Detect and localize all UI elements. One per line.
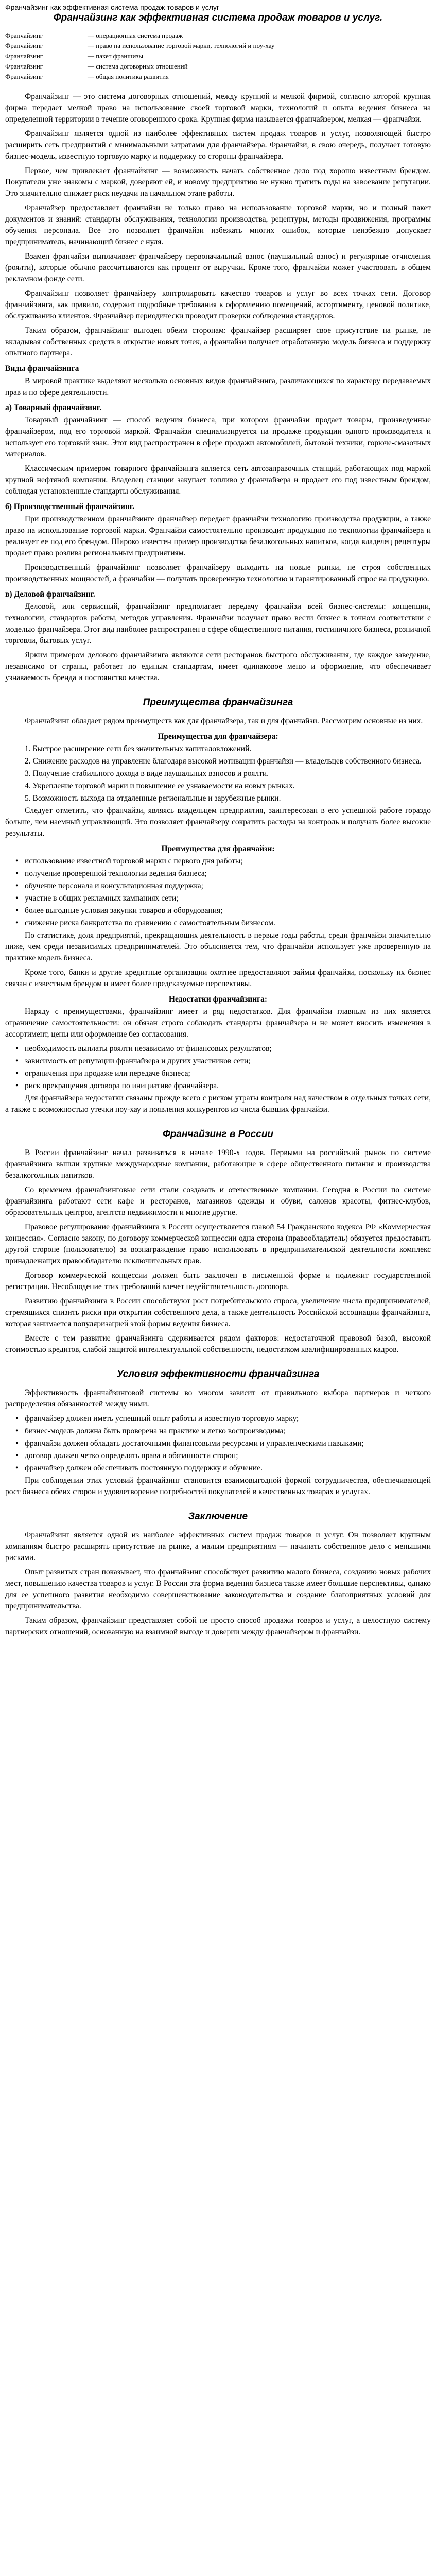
- paragraph: При производственном франчайзинге франчайзер передает франчайзи технологию производства продукции, а также право на использование торговой марки. Франчайзи самостоятельно производит продукцию по технологии франчайзера и реализует ее под его брендом. Широко известен пример производства безалкогольных напитков, когда владелец рецептуры продает право розлива региональным предприятиям.: [5, 515, 431, 557]
- list-item: • ограничения при продаже или передаче бизнеса;: [25, 1068, 431, 1079]
- numbered-item: 2. Снижение расходов на управление благодаря высокой мотивации франчайзи — владельцев собственного бизнеса.: [25, 757, 422, 766]
- numbered-item: 4. Укрепление торговой марки и повышение ее узнаваемости на новых рынках.: [25, 782, 295, 790]
- paragraph: Опыт развитых стран показывает, что франчайзинг способствует развитию малого бизнеса, созданию новых рабочих мест, повышению качества товаров и услуг. В России эта форма ведения бизнеса также имеет большие перспективы, однако для ее успешного развития необходимо совершенствование законодательства и создание благоприятных условий для предпринимательства.: [5, 1568, 431, 1611]
- paragraph: Франчайзинг позволяет франчайзеру контролировать качество товаров и услуг во всех точках сети. Договор франчайзинга, как правило, содержит подробные требования к оформлению помещений, ассортименту, ценовой политике, обслуживанию клиентов. Франчайзер периодически проводит проверки соблюдения стандартов.: [5, 289, 431, 320]
- list-item: • более выгодные условия закупки товаров и оборудования;: [25, 905, 431, 917]
- section-heading: Франчайзинг в России: [162, 1129, 274, 1140]
- list-item: • снижение риска банкротства по сравнению с самостоятельным бизнесом.: [25, 918, 431, 929]
- list-item: • франчайзер должен иметь успешный опыт работы и известную торговую марку;: [25, 1413, 431, 1425]
- subheading: Преимущества для франчайзера:: [158, 732, 278, 741]
- paragraph: Классическим примером товарного франчайзинга является сеть автозаправочных станций, работающих под маркой крупной нефтяной компании. Владелец станции закупает топливо у франчайзера и продает его под известным брендом, соблюдая установленные стандарты обслуживания.: [5, 464, 431, 496]
- paragraph: Товарный франчайзинг — способ ведения бизнеса, при котором франчайзи продает товары, произведенные франчайзером, под его торговой маркой. Франчайзи специализируется на продаже продукции одного производителя и использует его торговый знак. Этот вид распространен в сфере продажи автомобилей, бытовой техники, горюче-смазочных материалов.: [5, 416, 431, 459]
- paragraph: Наряду с преимуществами, франчайзинг имеет и ряд недостатков. Для франчайзи главным из них является ограничение самостоятельности: он обязан строго соблюдать стандарты франчайзера и не может вносить изменения в ассортимент, цены или оформление без согласования.: [5, 1007, 431, 1039]
- keyword-label: Франчайзинг: [5, 62, 43, 70]
- list-item: • участие в общих рекламных кампаниях сети;: [25, 893, 431, 904]
- list-item: • зависимость от репутации франчайзера и других участников сети;: [25, 1056, 431, 1067]
- paragraph: Первое, чем привлекает франчайзинг — возможность начать собственное дело под хорошо известным брендом. Покупатели уже знакомы с маркой, доверяют ей, и новому предприятию не нужно тратить годы на завоевание репутации. Это значительно снижает риск неудачи на начальном этапе работы.: [5, 166, 431, 198]
- keyword-row: [5, 30, 431, 41]
- keyword-label: Франчайзинг: [5, 73, 43, 80]
- keyword-value: — пакет франшизы: [88, 52, 144, 60]
- subheading: б) Производственный франчайзинг.: [5, 502, 134, 511]
- numbered-item: 5. Возможность выхода на отдаленные региональные и зарубежные рынки.: [25, 794, 281, 803]
- paragraph: Франчайзинг является одной из наиболее эффективных систем продаж товаров и услуг, позволяющей быстро расширить сеть предприятий с минимальными затратами для франчайзера. Франчайзи, в свою очередь, получает готовую бизнес-модель, известную торговую марку и поддержку со стороны франчайзера.: [5, 129, 431, 161]
- list-item: • необходимость выплаты роялти независимо от финансовых результатов;: [25, 1043, 431, 1055]
- keyword-value: — операционная система продаж: [88, 31, 183, 39]
- document-body: [5, 91, 431, 1638]
- list-item: • бизнес-модель должна быть проверена на практике и легко воспроизводима;: [25, 1426, 431, 1437]
- paragraph: Франчайзинг — это система договорных отношений, между крупной и мелкой фирмой, согласно которой крупная фирма передает мелкой право на использование своей торговой марки, технологий и опыта ведения бизнеса на определенной территории в течение оговоренного срока. Крупная фирма называется франчайзером, мелкая — франчайзи.: [5, 92, 431, 124]
- keyword-value: — общая политика развития: [88, 73, 169, 80]
- paragraph: Производственный франчайзинг позволяет франчайзеру выходить на новые рынки, не строя собственных производственных мощностей, а франчайзи — получать проверенную технологию и гарантированный спрос на продукцию.: [5, 563, 431, 583]
- paragraph: При соблюдении этих условий франчайзинг становится взаимовыгодной формой сотрудничества, обеспечивающей рост бизнеса обеих сторон и удовлетворение потребностей покупателей в качественных товарах и услугах.: [5, 1476, 431, 1496]
- spacer: [5, 82, 431, 91]
- paragraph: Договор коммерческой концессии должен быть заключен в письменной форме и подлежит государственной регистрации. Несоблюдение этих требований влечет недействительность договора.: [5, 1271, 431, 1291]
- paragraph: Эффективность франчайзинговой системы во многом зависит от правильного выбора партнеров и четкого распределения обязанностей между ними.: [5, 1388, 431, 1409]
- keyword-row: [5, 72, 431, 82]
- list-item: • риск прекращения договора по инициативе франчайзера.: [25, 1080, 431, 1092]
- keyword-label: Франчайзинг: [5, 42, 43, 49]
- paragraph: Вместе с тем развитие франчайзинга сдерживается рядом факторов: недостаточной правовой базой, высокой стоимостью кредитов, слабой защитой интеллектуальной собственности, недостатком квалифицированных кадров.: [5, 1334, 431, 1354]
- paragraph: Развитию франчайзинга в России способствуют рост потребительского спроса, увеличение числа предпринимателей, стремящихся снизить риски при открытии собственного дела, а также деятельность Российской ассоциации франчайзинга, которая занимается популяризацией этой формы ведения бизнеса.: [5, 1297, 431, 1328]
- keyword-value: — право на использование торговой марки, технологий и ноу-хау: [88, 42, 275, 49]
- paragraph: Ярким примером делового франчайзинга являются сети ресторанов быстрого обслуживания, где каждое заведение, независимо от страны, работает по единым стандартам, имеет одинаковое меню и оформление, что обеспечивает узнаваемость бренда и постоянство качества.: [5, 651, 431, 682]
- paragraph: В мировой практике выделяют несколько основных видов франчайзинга, различающихся по характеру передаваемых прав и по сфере деятельности.: [5, 377, 431, 397]
- subheading: в) Деловой франчайзинг.: [5, 590, 95, 599]
- list-item: • использование известной торговой марки с первого дня работы;: [25, 856, 431, 867]
- subheading: Недостатки франчайзинга:: [168, 995, 268, 1004]
- list-item: • получение проверенной технологии ведения бизнеса;: [25, 868, 431, 879]
- keyword-row: [5, 41, 431, 51]
- paragraph: Кроме того, банки и другие кредитные организации охотнее предоставляют займы франчайзи, поскольку их бизнес связан с известным брендом и имеет более предсказуемые перспективы.: [5, 968, 431, 988]
- subheading: а) Товарный франчайзинг.: [5, 403, 102, 412]
- paragraph: Следует отметить, что франчайзи, являясь владельцем предприятия, заинтересован в его успешной работе гораздо больше, чем наемный управляющий. Это позволяет франчайзеру сократить расходы на контроль и получать более высокие результаты.: [5, 806, 431, 838]
- list-item: • договор должен четко определять права и обязанности сторон;: [25, 1450, 431, 1462]
- paragraph: В России франчайзинг начал развиваться в начале 1990-х годов. Первыми на российский рынок по системе франчайзинга вышли крупные международные компании, работающие в сфере общественного питания и производства безалкогольных напитков.: [5, 1148, 431, 1180]
- keyword-value: — система договорных отношений: [88, 62, 188, 70]
- keyword-row: [5, 61, 431, 72]
- section-heading: Заключение: [188, 1511, 248, 1522]
- keyword-row: [5, 51, 431, 61]
- subheading: Преимущества для франчайзи:: [161, 844, 275, 853]
- list-item: • обучение персонала и консультационная поддержка;: [25, 880, 431, 892]
- paragraph: Таким образом, франчайзинг представляет собой не просто способ продажи товаров и услуг, а целостную систему партнерских отношений, основанную на взаимной выгоде и доверии между франчайзером и франчайзи.: [5, 1616, 431, 1636]
- numbered-item: 1. Быстрое расширение сети без значительных капиталовложений.: [25, 744, 252, 753]
- paragraph: Взамен франчайзи выплачивает франчайзеру первоначальный взнос (паушальный взнос) и регулярные отчисления (роялти), которые обычно рассчитываются как процент от выручки. Кроме того, франчайзи может участвовать в общем рекламном фонде сети.: [5, 252, 431, 283]
- numbered-item: 3. Получение стабильного дохода в виде паушальных взносов и роялти.: [25, 769, 269, 778]
- keyword-list: [5, 30, 431, 82]
- paragraph: Для франчайзера недостатки связаны прежде всего с риском утраты контроля над качеством в отдельных точках сети, а также с возможностью утечки ноу-хау и появления конкурентов из числа бывших франчайзи.: [5, 1094, 431, 1114]
- paragraph: Правовое регулирование франчайзинга в России осуществляется главой 54 Гражданского кодекса РФ «Коммерческая концессия». Согласно закону, по договору коммерческой концессии одна сторона (правообладатель) обязуется предоставить другой стороне (пользователю) за вознаграждение право использовать в предпринимательской деятельности комплекс принадлежащих правообладателю исключительных прав.: [5, 1223, 431, 1265]
- section-heading: Условия эффективности франчайзинга: [116, 1369, 320, 1380]
- document-heading: Франчайзинг как эффективная система продаж товаров и услуг.: [53, 12, 383, 23]
- paragraph: Таким образом, франчайзинг выгоден обеим сторонам: франчайзер расширяет свое присутствие на рынке, не вкладывая собственных средств в открытие новых точек, а франчайзи получает отработанную модель бизнеса и поддержку опытного партнера.: [5, 326, 431, 358]
- paragraph: Франчайзинг обладает рядом преимуществ как для франчайзера, так и для франчайзи. Рассмотрим основные из них.: [25, 717, 423, 725]
- paragraph: Деловой, или сервисный, франчайзинг предполагает передачу франчайзи всей бизнес-системы: концепции, технологии, стандартов работы, методов управления. Франчайзи получает право вести бизнес в точном соответствии с моделью франчайзера. Этот вид наиболее распространен в сфере общественного питания, гостиничного бизнеса, розничной торговли, бытовых услуг.: [5, 602, 431, 645]
- keyword-label: Франчайзинг: [5, 31, 43, 39]
- paragraph: Со временем франчайзинговые сети стали создавать и отечественные компании. Сегодня в России по системе франчайзинга работают сети кафе и ресторанов, магазинов одежды и обуви, салонов красоты, фитнес-клубов, образовательных центров, агентств недвижимости и многие другие.: [5, 1185, 431, 1217]
- paragraph: Франчайзер предоставляет франчайзи не только право на использование торговой марки, но и полный пакет документов и знаний: стандарты обслуживания, технологии производства, рецептуры, методы продвижения, программы обучения персонала. Все это позволяет франчайзи избежать многих ошибок, которые неизбежно допускает предприниматель, начинающий бизнес с нуля.: [5, 204, 431, 246]
- section-heading: Преимущества франчайзинга: [143, 697, 293, 708]
- document-title: Франчайзинг как эффективная система продаж товаров и услуг: [5, 3, 220, 11]
- subheading: Виды франчайзинга: [5, 364, 79, 373]
- list-item: • франчайзи должен обладать достаточными финансовыми ресурсами и управленческими навыками;: [25, 1438, 431, 1449]
- paragraph: Франчайзинг является одной из наиболее эффективных систем продаж товаров и услуг. Он позволяет крупным компаниям быстро расширять присутствие на рынке, а малым предприятиям — начинать собственное дело с меньшими рисками.: [5, 1531, 431, 1562]
- list-item: • франчайзер должен обеспечивать постоянную поддержку и обучение.: [25, 1463, 431, 1474]
- keyword-label: Франчайзинг: [5, 52, 43, 60]
- paragraph: По статистике, доля предприятий, прекращающих деятельность в первые годы работы, среди франчайзи значительно ниже, чем среди независимых предпринимателей. Это объясняется тем, что франчайзи использует уже проверенную на практике модель бизнеса.: [5, 931, 431, 962]
